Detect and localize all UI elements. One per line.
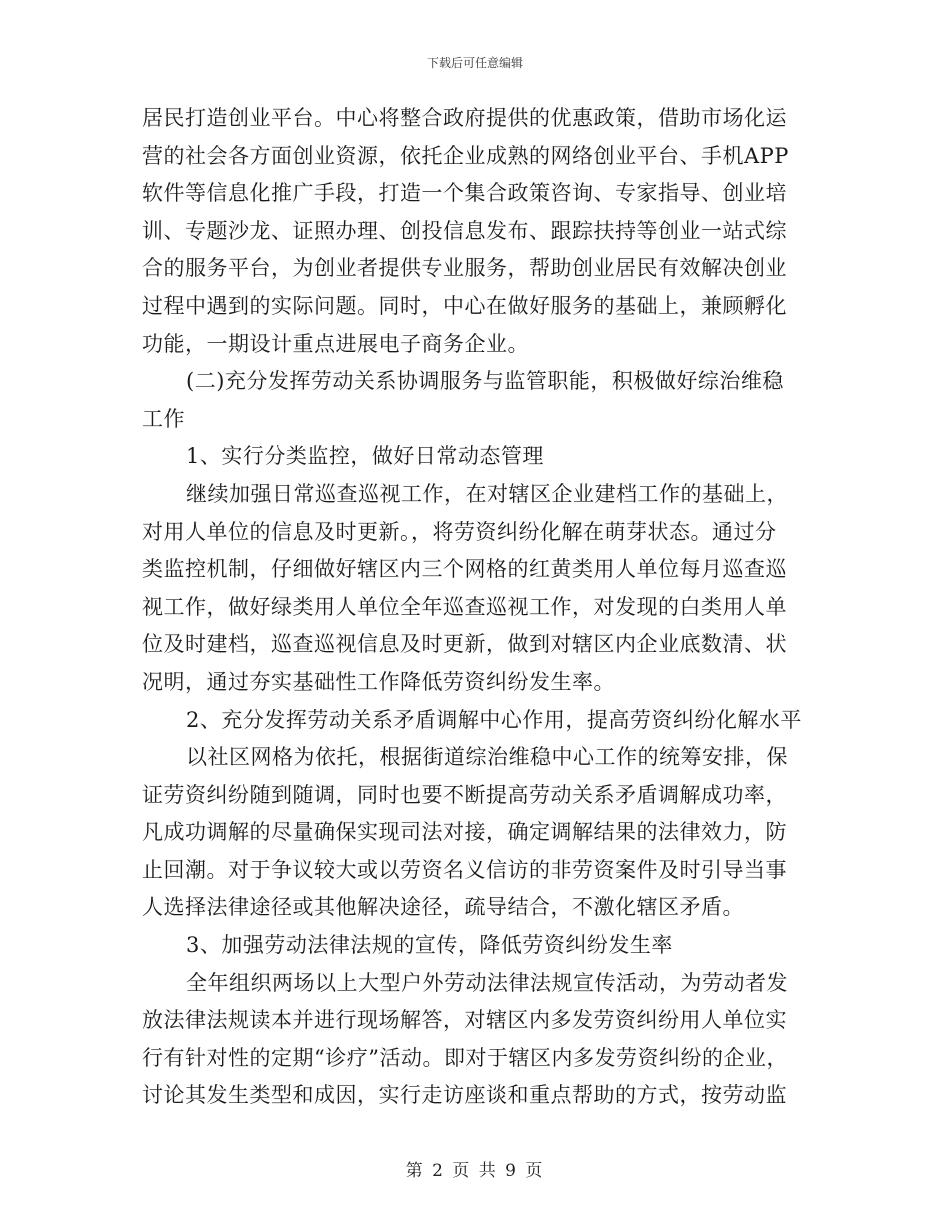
text-line: 讨论其发生类型和成因，实行走访座谈和重点帮助的方式，按劳动监 [142, 1083, 787, 1108]
text-line: 证劳资纠纷随到随调，同时也要不断提高劳动关系矛盾调解成功率， [142, 782, 787, 807]
text-line: 营的社会各方面创业资源，依托企业成熟的网络创业平台、手机APP [142, 143, 789, 168]
text-line: 合的服务平台，为创业者提供专业服务，帮助创业居民有效解决创业 [142, 256, 787, 281]
text-line: 凡成功调解的尽量确保实现司法对接，确定调解结果的法律效力，防 [142, 820, 787, 845]
subsection-heading: 3、加强劳动法律法规的宣传，降低劳资纠纷发生率 [186, 933, 673, 958]
text-line: 况明，通过夯实基础性工作降低劳资纠纷发生率。 [142, 669, 615, 694]
subsection-heading: 1、实行分类监控，做好日常动态管理 [186, 444, 544, 469]
text-line: 视工作，做好绿类用人单位全年巡查巡视工作，对发现的白类用人单 [142, 594, 787, 619]
text-line: 以社区网格为依托，根据街道综治维稳中心工作的统筹安排，保 [186, 745, 788, 770]
text-line: 训、专题沙龙、证照办理、创投信息发布、跟踪扶持等创业一站式综 [142, 218, 787, 243]
page-number-footer: 第 2 页 共 9 页 [405, 1161, 545, 1181]
text-line: 功能，一期设计重点进展电子商务企业。 [142, 331, 529, 356]
text-line: 止回潮。对于争议较大或以劳资名义信访的非劳资案件及时引导当事 [142, 857, 787, 882]
text-line: 人选择法律途径或其他解决途径，疏导结合，不激化辖区矛盾。 [142, 895, 744, 920]
header-note: 下载后可任意编辑 [426, 56, 523, 70]
text-line: 过程中遇到的实际问题。同时，中心在做好服务的基础上，兼顾孵化 [142, 293, 787, 318]
text-line: 放法律法规读本并进行现场解答，对辖区内多发劳资纠纷用人单位实 [142, 1008, 787, 1033]
text-line: 类监控机制，仔细做好辖区内三个网格的红黄类用人单位每月巡查巡 [142, 557, 787, 582]
text-line: 位及时建档，巡查巡视信息及时更新，做到对辖区内企业底数清、状 [142, 632, 787, 657]
subsection-heading: 2、充分发挥劳动关系矛盾调解中心作用，提高劳资纠纷化解水平 [186, 707, 802, 732]
section-heading-continued: 工作 [142, 406, 185, 431]
document-body [142, 100, 808, 1115]
text-line: 对用人单位的信息及时更新。，将劳资纠纷化解在萌芽状态。通过分 [142, 519, 777, 544]
text-line: 行有针对性的定期“诊疗”活动。即对于辖区内多发劳资纠纷的企业， [142, 1045, 788, 1070]
text-line: 全年组织两场以上大型户外劳动法律法规宣传活动，为劳动者发 [186, 970, 788, 995]
text-line: 继续加强日常巡查巡视工作，在对辖区企业建档工作的基础上， [186, 481, 788, 506]
text-line: 软件等信息化推广手段，打造一个集合政策咨询、专家指导、创业培 [142, 181, 787, 206]
section-heading: (二)充分发挥劳动关系协调服务与监管职能，积极做好综治维稳 [186, 369, 784, 394]
text-line: 居民打造创业平台。中心将整合政府提供的优惠政策，借助市场化运 [142, 106, 787, 130]
